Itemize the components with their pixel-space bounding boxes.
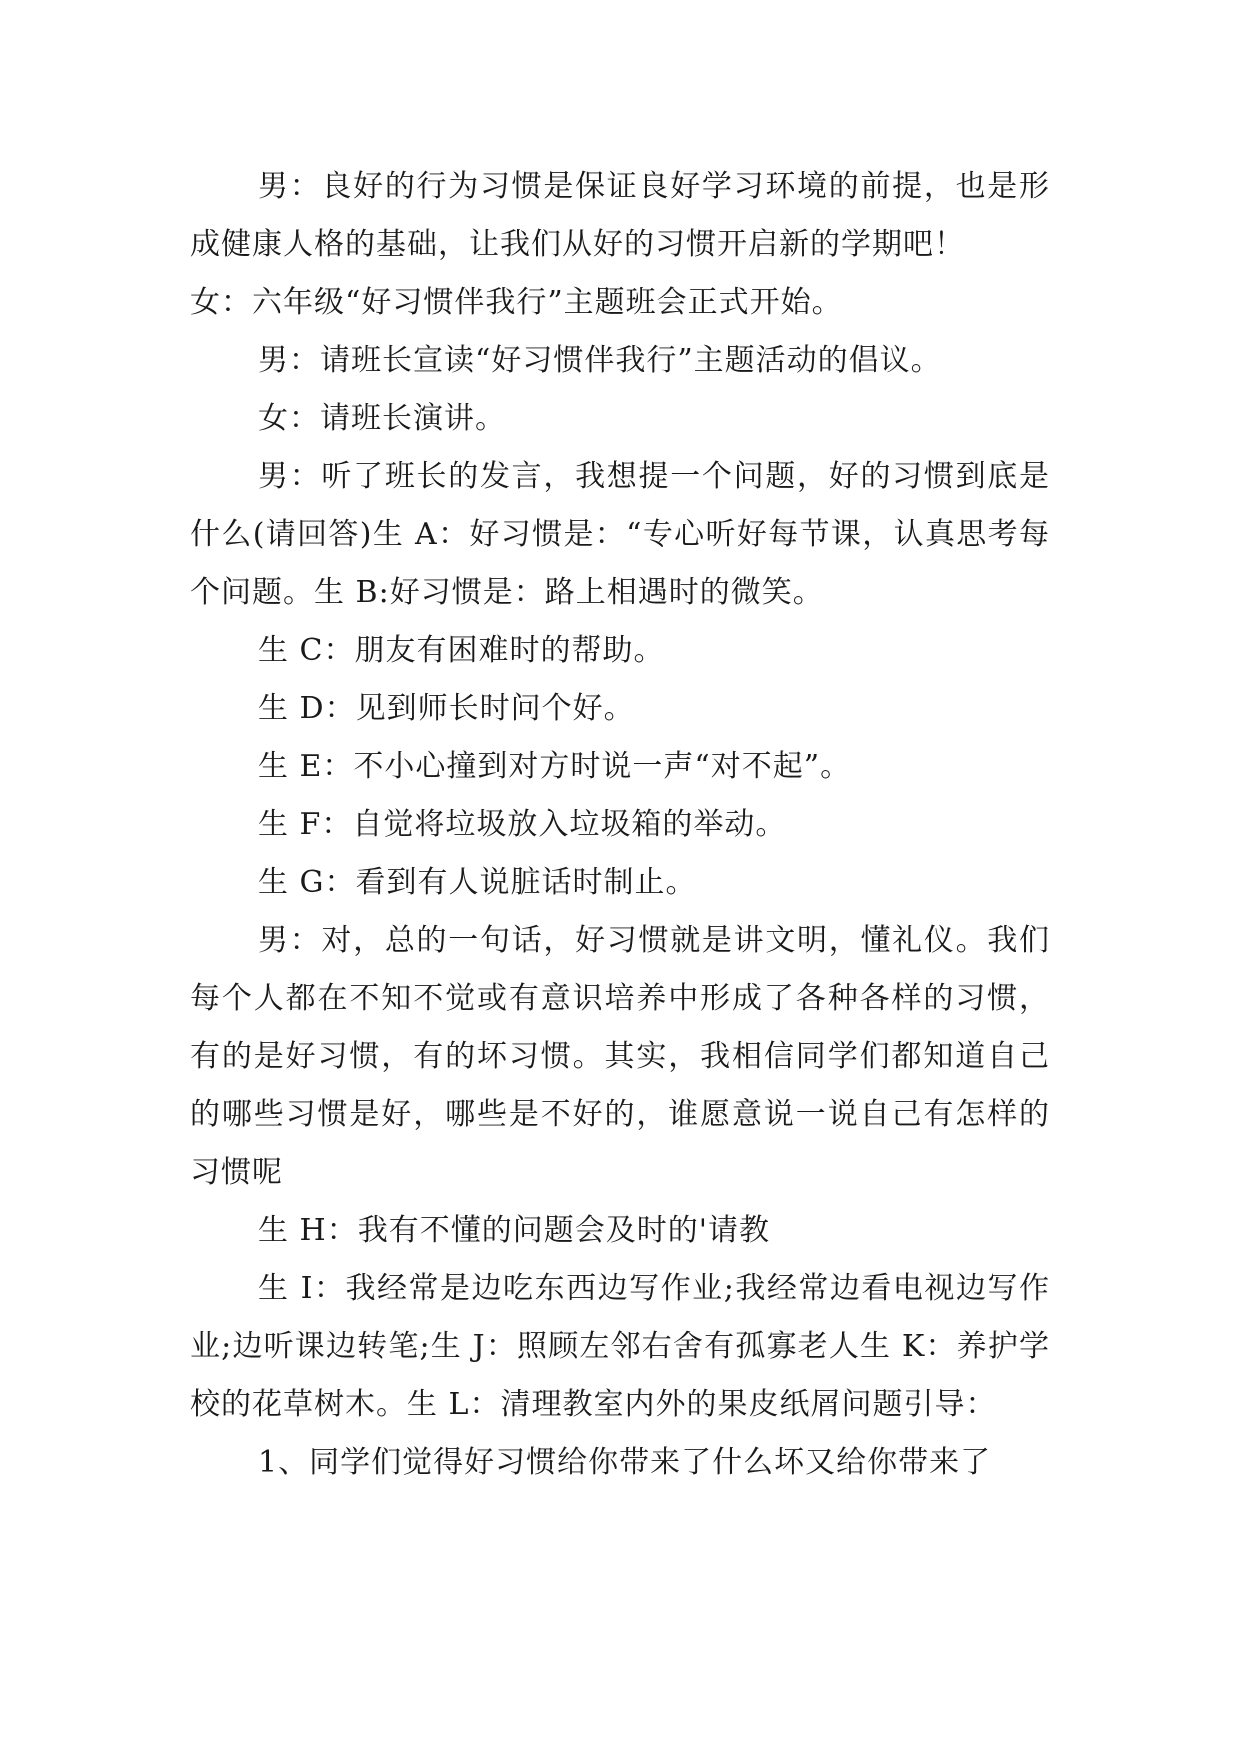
paragraph-student-h: 生 H：我有不懂的问题会及时的'请教	[258, 1213, 770, 1248]
paragraph-student-i-l: 生 I：我经常是边吃东西边写作业;我经常边看电视边写作业;边听课边转笔;生 J：照顾左邻右舍有孤寡老人生 K：养护学校的花草树木。生 L：清理教室内外的果皮纸屑问题引导：	[190, 1271, 1050, 1422]
paragraph-student-d: 生 D：见到师长时问个好。	[258, 691, 635, 726]
paragraph-student-c: 生 C：朋友有困难时的帮助。	[258, 633, 665, 668]
document-body	[190, 158, 1050, 1492]
paragraph-question-answers: 男：听了班长的发言，我想提一个问题，好的习惯到底是什么(请回答)生 A：好习惯是：“专心听好每节课，认真思考每个问题。生 B:好习惯是：路上相遇时的微笑。	[190, 459, 1050, 610]
paragraph-guide-item-1: 1、同学们觉得好习惯给你带来了什么坏又给你带来了	[258, 1445, 992, 1480]
paragraph-opening-male: 男：良好的行为习惯是保证良好学习环境的前提，也是形成健康人格的基础，让我们从好的习惯开启新的学期吧！	[190, 169, 1050, 262]
paragraph-monitor-speech: 女：请班长演讲。	[258, 401, 506, 436]
paragraph-monitor-proposal: 男：请班长宣读“好习惯伴我行”主题活动的倡议。	[258, 343, 942, 378]
paragraph-student-g: 生 G：看到有人说脏话时制止。	[258, 865, 697, 900]
paragraph-summary-male: 男：对，总的一句话，好习惯就是讲文明，懂礼仪。我们每个人都在不知不觉或有意识培养中形成了各种各样的习惯，有的是好习惯，有的坏习惯。其实，我相信同学们都知道自己的哪些习惯是好，哪些是不好的，谁愿意说一说自己有怎样的习惯呢	[190, 923, 1050, 1190]
paragraph-opening-female: 女：六年级“好习惯伴我行”主题班会正式开始。	[190, 285, 843, 320]
paragraph-student-f: 生 F：自觉将垃圾放入垃圾箱的举动。	[258, 807, 787, 842]
paragraph-student-e: 生 E：不小心撞到对方时说一声“对不起”。	[258, 749, 852, 784]
